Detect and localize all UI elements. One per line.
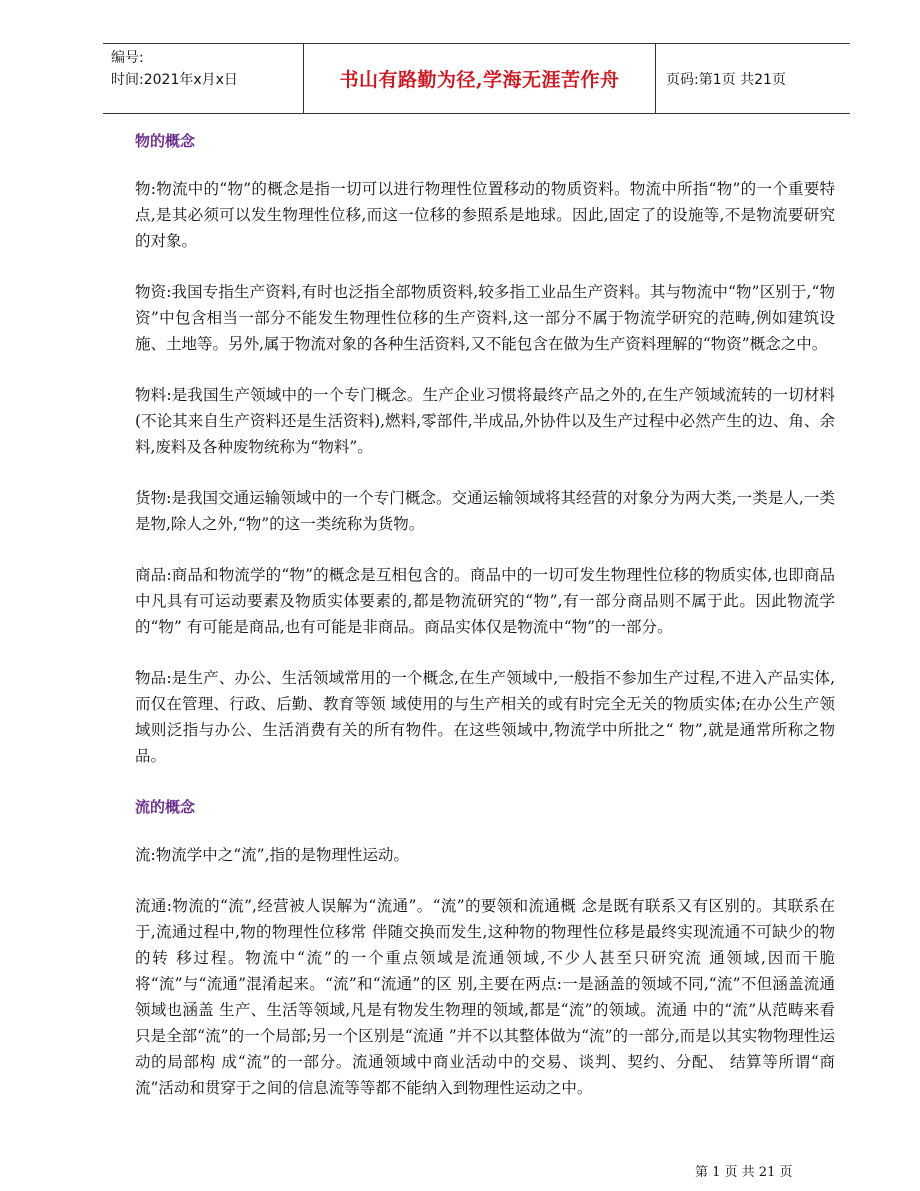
header-motto: 书山有路勤为径,学海无涯苦作舟 [303,44,656,113]
section-heading-wu: 物的概念 [135,132,196,150]
header-page-label: 页码:第1页 共21页 [666,71,786,88]
paragraph-wupin: 物品:是生产、办公、生活领域常用的一个概念,在生产领域中,一般指不参加生产过程,不进入产品实体,而仅在管理、行政、后勤、教育等领 域使用的与生产相关的或有时完全无关的物质实体;在办公生产领域则泛指与办公、生活消费有关的所有物件。在这些领域中,物流学中所批之“ 物”,就是通常所称之物品。 [135,669,835,765]
number-label: 编号: [111,50,144,66]
paragraph-huowu: 货物:是我国交通运输领域中的一个专门概念。交通运输领域将其经营的对象分为两大类,一类是人,一类是物,除人之外,“物”的这一类统称为货物。 [135,489,835,533]
page-header [103,43,850,114]
paragraph-shangpin: 商品:商品和物流学的“物”的概念是互相包含的。商品中的一切可发生物理性位移的物质实体,也即商品中凡具有可运动要素及物质实体要素的,都是物流研究的“物”,有一部分商品则不属于此。因此物流学的“物” 有可能是商品,也有可能是非商品。商品实体仅是物流中“物”的一部分。 [135,566,835,636]
header-meta [103,44,303,113]
paragraph-wuzi: 物资:我国专指生产资料,有时也泛指全部物质资料,较多指工业品生产资料。其与物流中“物”区别于,“物资”中包含相当一部分不能发生物理性位移的生产资料,这一部分不属于物流学研究的范畴,例如建筑设施、土地等。另外,属于物流对象的各种生活资料,又不能包含在做为生产资料理解的“物资”概念之中。 [135,283,835,353]
paragraph-liu: 流:物流学中之“流”,指的是物理性运动。 [135,846,409,864]
paragraph-liutong: 流通:物流的“流”,经营被人误解为“流通”。“流”的要领和流通概 念是既有联系又有区别的。其联系在于,流通过程中,物的物理性位移常 伴随交换而发生,这种物的物理性位移是最终实现流通不可缺少的物的转 移过程。物流中“流”的一个重点领域是流通领域,不少人甚至只研究流 通领域,因而干脆将“流”与“流通”混淆起来。“流”和“流通”的区 别,主要在两点:一是涵盖的领域不同,“流”不但涵盖流通领域也涵盖 生产、生活等领域,凡是有物发生物理的领域,都是“流”的领域。流通 中的“流”从范畴来看只是全部“流”的一个局部;另一个区别是“流通 ”并不以其整体做为“流”的一部分,而是以其实物物理性运动的局部构 成“流”的一部分。流通领域中商业活动中的交易、谈判、契约、分配、 结算等所谓“商流”活动和贯穿于之间的信息流等等都不能纳入到物理性运动之中。 [135,897,835,1097]
time-label: 时间:2021年x月x日 [111,72,238,88]
page-footer: 第 1 页 共 21 页 [695,1165,793,1180]
document-body [135,128,835,1126]
paragraph-wu: 物:物流中的“物”的概念是指一切可以进行物理性位置移动的物质资料。物流中所指“物”的一个重要特点,是其必须可以发生物理性位移,而这一位移的参照系是地球。因此,固定了的设施等,不是物流要研究的对象。 [135,180,835,250]
paragraph-wuliao: 物料:是我国生产领域中的一个专门概念。生产企业习惯将最终产品之外的,在生产领域流转的一切材料(不论其来自生产资料还是生活资料),燃料,零部件,半成品,外协件以及生产过程中必然产生的边、角、余料,废料及各种废物统称为“物料”。 [135,386,835,456]
section-heading-liu: 流的概念 [135,798,196,816]
